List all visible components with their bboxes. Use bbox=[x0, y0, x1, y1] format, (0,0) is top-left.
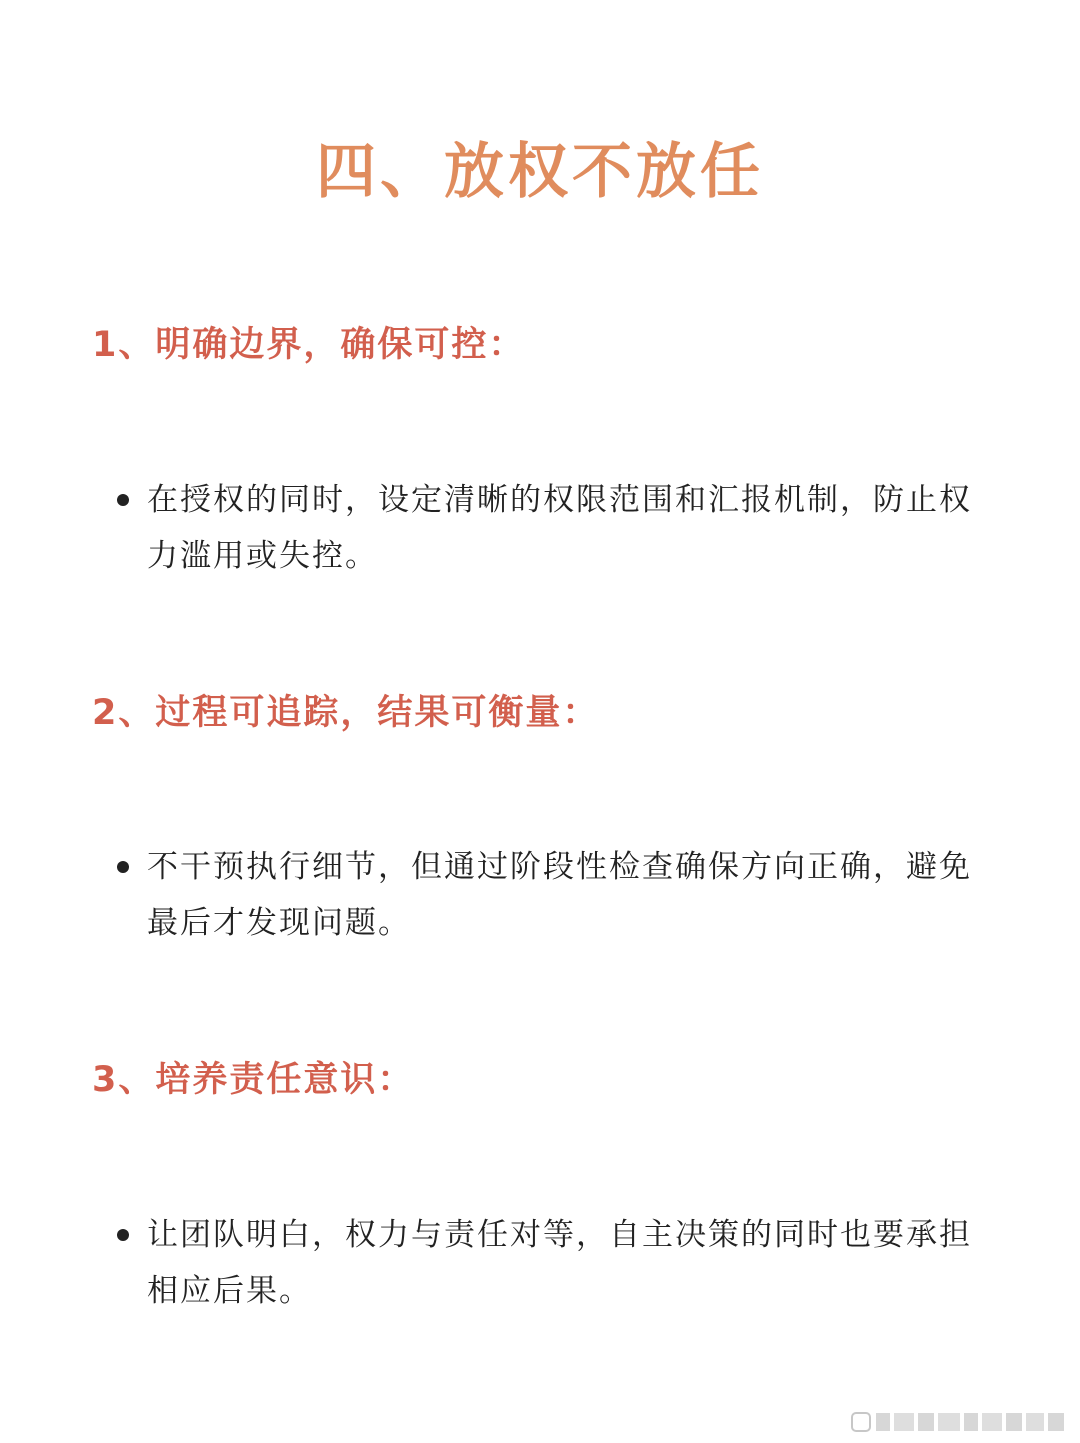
section-heading-2: 2、过程可追踪，结果可衡量： bbox=[92, 693, 600, 733]
bullet-text: 让团队明白，权力与责任对等，自主决策的同时也要承担相应后果。 bbox=[147, 1217, 972, 1309]
bullet-dot-icon bbox=[117, 494, 129, 506]
bullet-item-2 bbox=[147, 839, 987, 951]
bullet-dot-icon bbox=[117, 861, 129, 873]
bullet-text: 在授权的同时，设定清晰的权限范围和汇报机制，防止权力滥用或失控。 bbox=[147, 482, 972, 574]
bullet-item-1 bbox=[147, 472, 987, 584]
bullet-dot-icon bbox=[117, 1229, 129, 1241]
section-heading-3: 3、培养责任意识： bbox=[92, 1060, 415, 1100]
page-title: 四、放权不放任 bbox=[316, 137, 764, 207]
bullet-text: 不干预执行细节，但通过阶段性检查确保方向正确，避免最后才发现问题。 bbox=[147, 849, 972, 941]
watermark-icon bbox=[850, 1409, 1068, 1435]
section-heading-1: 1、明确边界，确保可控： bbox=[92, 325, 526, 365]
bullet-item-3 bbox=[147, 1207, 987, 1319]
